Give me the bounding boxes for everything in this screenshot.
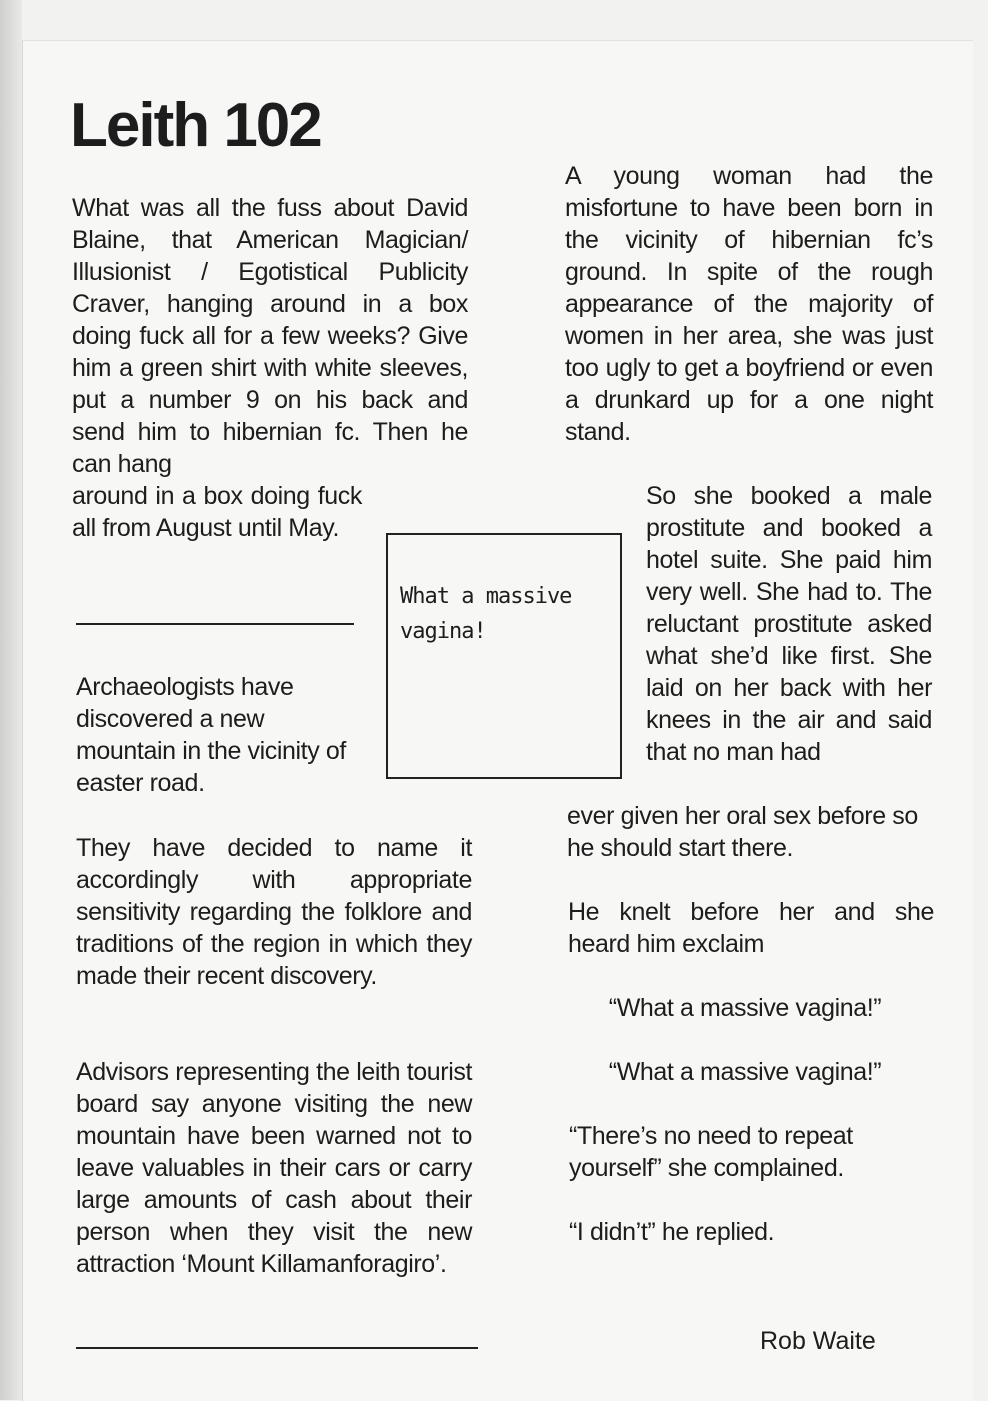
bottom-rule — [76, 1347, 478, 1349]
author-signature: Rob Waite — [760, 1327, 876, 1355]
article-paragraph-archaeologists: Archaeologists have discovered a new mountain in the vicinity of easter road. — [76, 673, 346, 797]
joke-quote-4: “I didn’t” he replied. — [569, 1218, 775, 1246]
joke-paragraph-booking: So she booked a male prostitute and booked a hotel suite. She paid him very well. She had to. The reluctant prostitute asked what she’d like first. She laid on her back with her knees in the air and said that no man had — [646, 482, 932, 766]
joke-paragraph-knelt: He knelt before her and she heard him exclaim — [568, 898, 934, 958]
joke-paragraph-booking-end: ever given her oral sex before so he should start there. — [567, 802, 918, 862]
joke-quote-1: “What a massive vagina!” — [608, 994, 882, 1022]
quote-box — [386, 533, 622, 779]
article-paragraph-blaine: What was all the fuss about David Blaine, that American Magician/ Illusionist / Egotistical Publicity Craver, hanging around in a box doing fuck all for a few weeks? Give him a green shirt with white sleeves, put a number 9 on his back and send him to hibernian fc. Then he can hang — [72, 194, 468, 478]
article-paragraph-advisors: Advisors representing the leith tourist board say anyone visiting the new mountain have been warned not to leave valuables in their cars or carry large amounts of cash about their person when they visit the new attraction ‘Mount Killamanforagiro’. — [76, 1058, 472, 1278]
divider-rule — [76, 623, 354, 625]
joke-quote-2: “What a massive vagina!” — [608, 1058, 882, 1086]
article-paragraph-name: They have decided to name it accordingly with appropriate sensitivity regarding the folklore and traditions of the region in which they made their recent discovery. — [76, 834, 472, 990]
page-spine — [0, 0, 22, 1400]
quote-box-text: What a massive vagina! — [400, 584, 572, 644]
joke-paragraph-intro: A young woman had the misfortune to have been born in the vicinity of hibernian fc’s ground. In spite of the rough appearance of the majority of women in her area, she was just too ugly to get a boyfriend or even a drunkard up for a one night stand. — [565, 162, 933, 446]
page-title: Leith 102 — [70, 91, 321, 160]
joke-quote-3: “There’s no need to repeat yourself” she complained. — [569, 1122, 853, 1182]
article-paragraph-blaine-end: around in a box doing fuck all from August until May. — [72, 482, 362, 542]
